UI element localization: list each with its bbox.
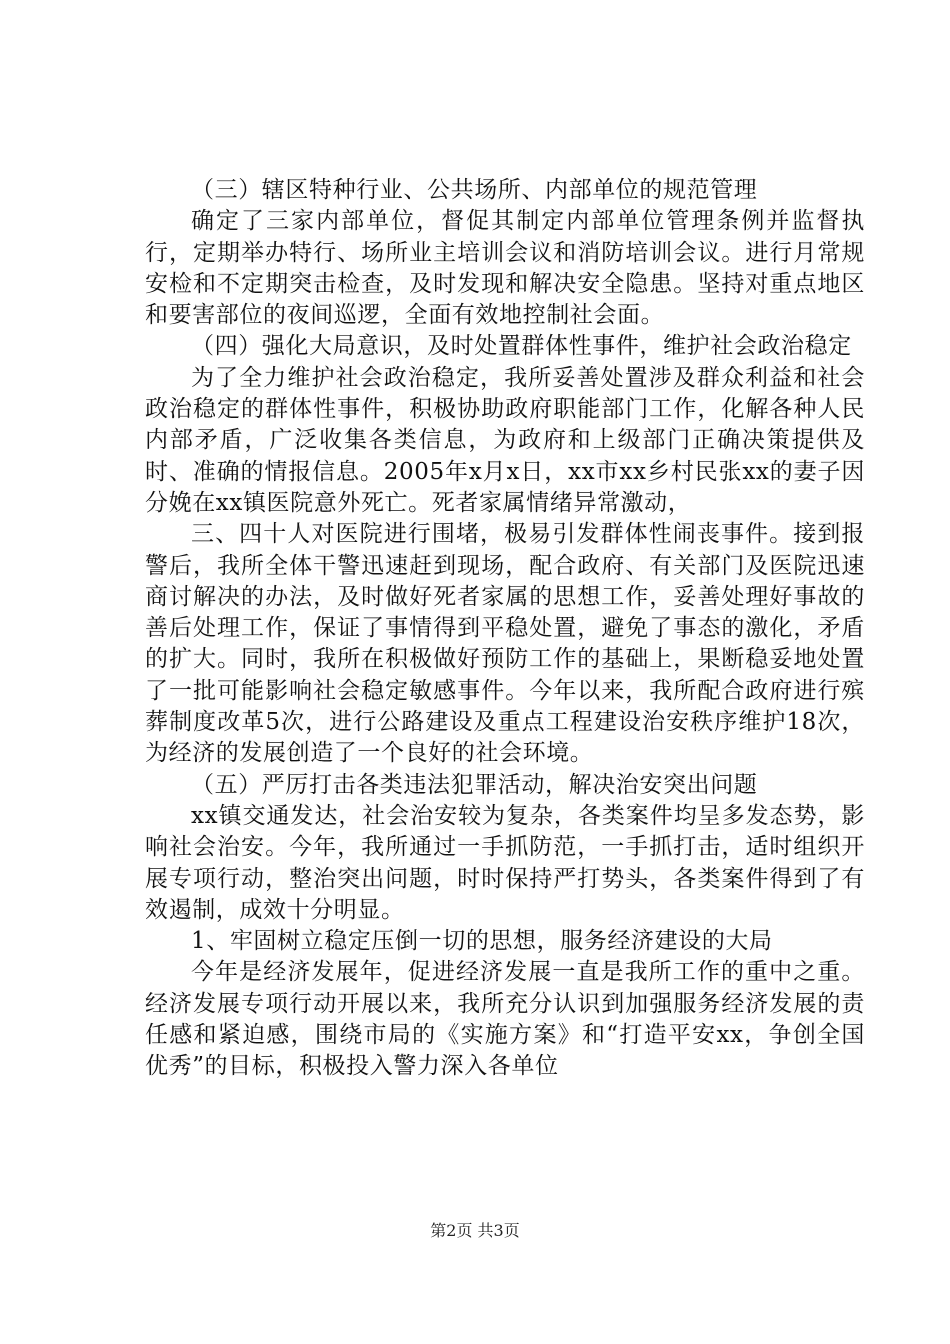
subsection-heading-1: 1、牢固树立稳定压倒一切的思想，服务经济建设的大局 xyxy=(191,928,773,955)
body-paragraph: xx镇交通发达，社会治安较为复杂，各类案件均呈多发态势，影响社会治安。今年，我所通过一手抓防范，一手抓打击，适时组织开展专项行动，整治突出问题，时时保持严打势头，各类案件得到了有效遏制，成效十分明显。 xyxy=(145,802,865,923)
section-heading-3: （三）辖区特种行业、公共场所、内部单位的规范管理 xyxy=(191,177,758,203)
body-paragraph: 确定了三家内部单位，督促其制定内部单位管理条例并监督执行，定期举办特行、场所业主培训会议和消防培训会议。进行月常规安检和不定期突击检查，及时发现和解决安全隐患。坚持对重点地区和要害部位的夜间巡逻，全面有效地控制社会面。 xyxy=(145,208,865,329)
body-paragraph: 为了全力维护社会政治稳定，我所妥善处置涉及群众利益和社会政治稳定的群体性事件，积极协助政府职能部门工作，化解各种人民内部矛盾，广泛收集各类信息，为政府和上级部门正确决策提供及时、准确的情报信息。2005年x月x日，xx市xx乡村民张xx的妻子因分娩在xx镇医院意外死亡。死者家属情绪异常激动， xyxy=(145,364,865,516)
section-heading-5: （五）严厉打击各类违法犯罪活动，解决治安突出问题 xyxy=(191,771,758,798)
body-paragraph: 今年是经济发展年，促进经济发展一直是我所工作的重中之重。经济发展专项行动开展以来，我所充分认识到加强服务经济发展的责任感和紧迫感，围绕市局的《实施方案》和“打造平安xx，争创全国优秀”的目标，积极投入警力深入各单位 xyxy=(145,959,865,1080)
page-footer: 第2页 共3页 xyxy=(430,1221,520,1240)
body-paragraph: 三、四十人对医院进行围堵，极易引发群体性闹丧事件。接到报警后，我所全体干警迅速赶到现场，配合政府、有关部门及医院迅速商讨解决的办法，及时做好死者家属的思想工作，妥善处理好事故的善后处理工作，保证了事情得到平稳处置，避免了事态的激化，矛盾的扩大。同时，我所在积极做好预防工作的基础上，果断稳妥地处置了一批可能影响社会稳定敏感事件。今年以来，我所配合政府进行殡葬制度改革5次，进行公路建设及重点工程建设治安秩序维护18次，为经济的发展创造了一个良好的社会环境。 xyxy=(145,521,865,767)
document-body xyxy=(145,175,865,1083)
section-heading-4: （四）强化大局意识，及时处置群体性事件，维护社会政治稳定 xyxy=(191,333,852,360)
